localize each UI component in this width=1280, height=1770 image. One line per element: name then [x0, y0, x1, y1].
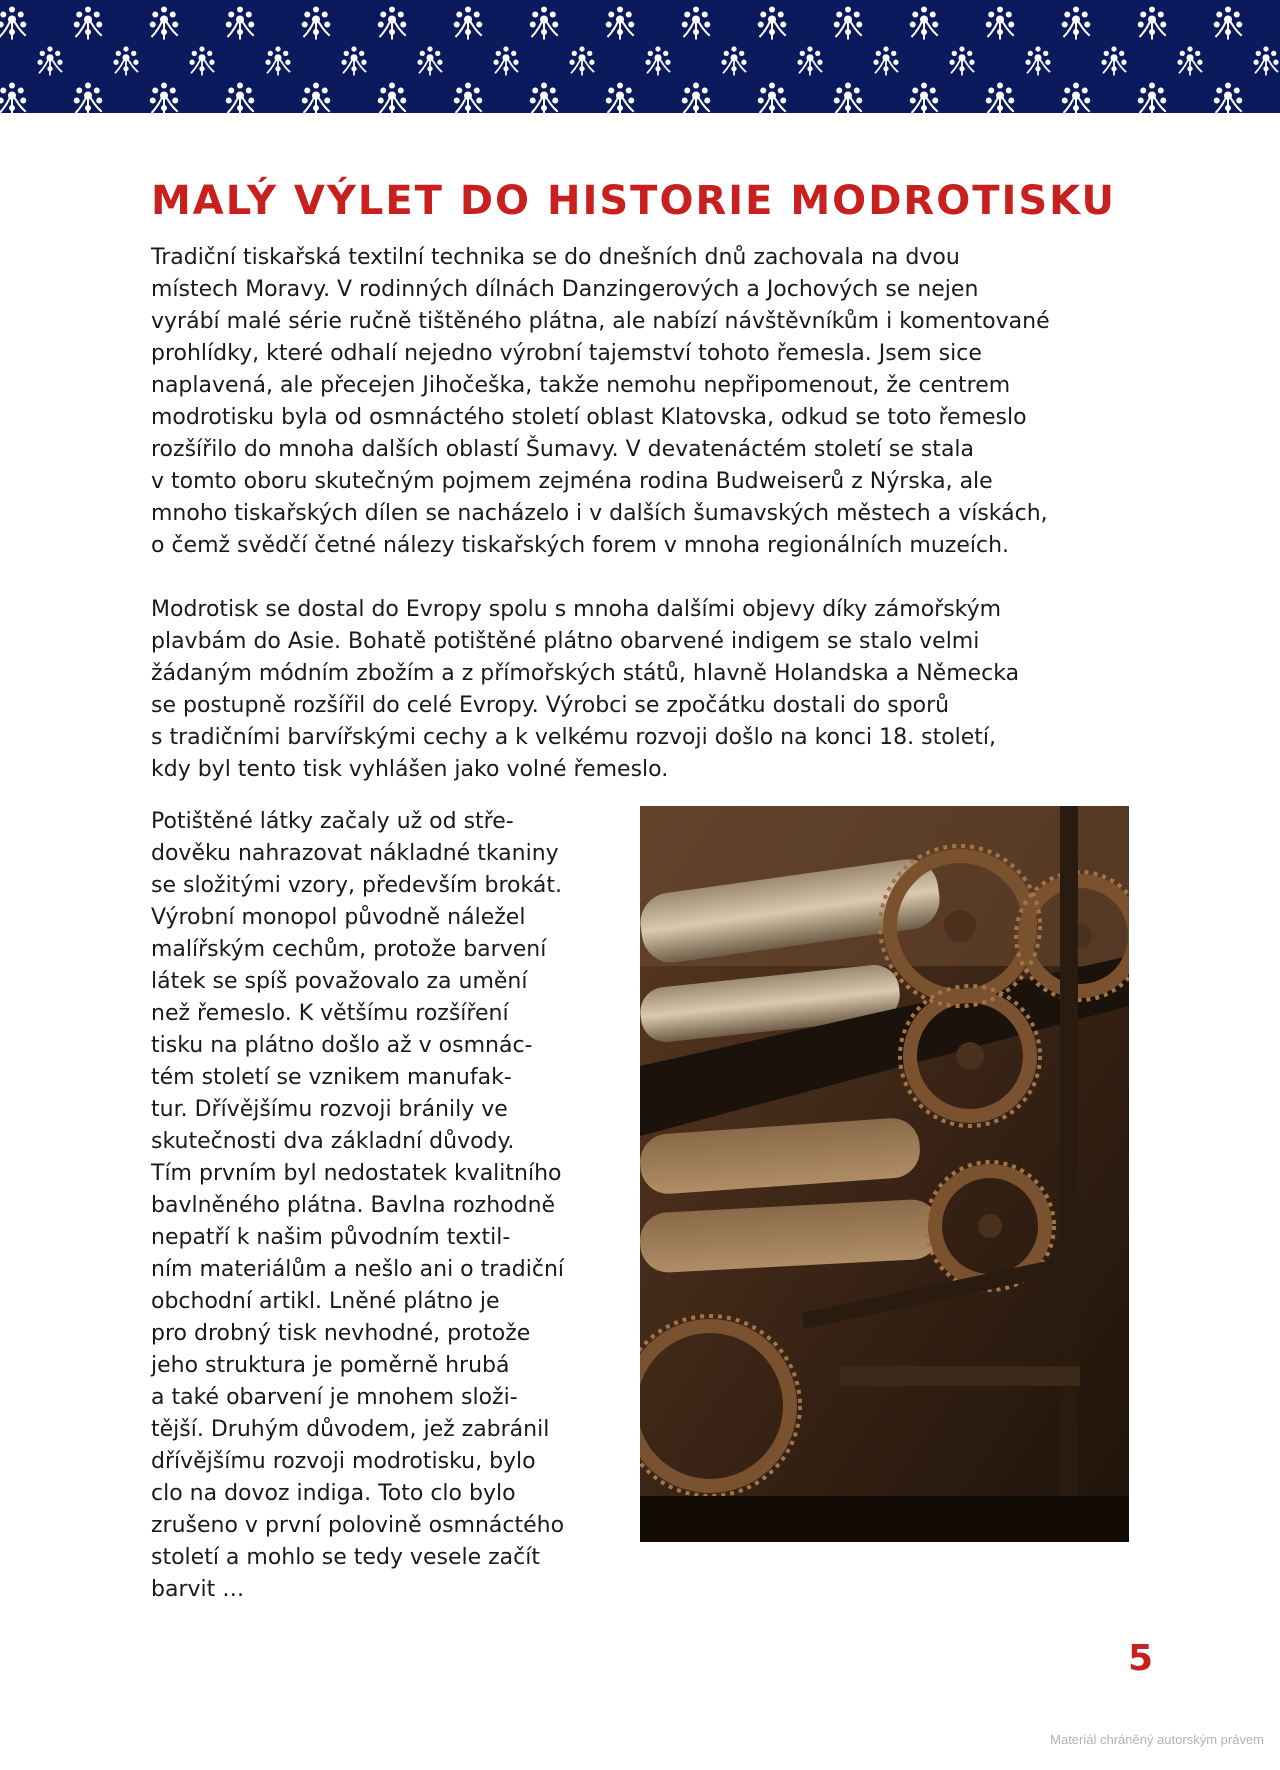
flower-motif-icon	[378, 7, 407, 40]
flower-motif-icon	[949, 46, 974, 75]
flower-motif-icon	[758, 83, 787, 114]
copyright-watermark: Materiál chráněný autorským právem	[1050, 1732, 1264, 1747]
flower-motif-icon	[910, 83, 939, 114]
flower-motif-icon	[417, 46, 442, 75]
flower-motif-icon	[1214, 83, 1243, 114]
flower-motif-icon	[569, 46, 594, 75]
flower-motif-icon	[758, 7, 787, 40]
flower-motif-icon	[797, 46, 822, 75]
flower-motif-icon	[302, 83, 331, 114]
paragraph-2: Modrotisk se dostal do Evropy spolu s mnoha dalšími objevy díky zámořským plavbám do Asie. Bohatě potištěné plátno obarvené indigem se stalo velmi žádaným módním zbožím a z přímořských států, hlavně Holandska a Německa se postupně rozšířil do celé Evropy. Výrobci se zpočátku dostali do sporů s tradičními barvířskými cechy a k velkému rozvoji došlo na konci 18. století, kdy byl tento tisk vyhlášen jako volné řemeslo.	[151, 597, 1020, 782]
flower-motif-icon	[226, 83, 255, 114]
flower-motif-icon	[454, 7, 483, 40]
flower-motif-icon	[341, 46, 366, 75]
flower-motif-icon	[834, 83, 863, 114]
flower-motif-icon	[834, 7, 863, 40]
flower-motif-icon	[302, 7, 331, 40]
paragraph-1: Tradiční tiskařská textilní technika se do dnešních dnů zachovala na dvou místech Moravy. V rodinných dílnách Danzingerových a Jochových se nejen vyrábí malé série ručně tištěného plátna, ale nabízí návštěvníkům i komentované prohlídky, které odhalí nejedno výrobní tajemství tohoto řemesla. Jsem sice naplavená, ale přecejen Jihočeška, takže nemohu nepřipomenout, že centrem modrotisku byla od osmnáctého století oblast Klatovska, odkud se toto řemeslo rozšířilo do mnoha dalších oblastí Šumavy. V devatenáctém století se stala v tomto oboru skutečným pojmem zejména rodina Budweiserů z Nýrska, ale mnoho tiskařských dílen se nacházelo i v dalších šumavských městech a vískách, o čemž svědčí četné nálezy tiskařských forem v mnoha regionálních muzeích.	[151, 245, 1050, 558]
flower-motif-icon	[150, 83, 179, 114]
flower-motif-icon	[113, 46, 138, 75]
flower-motif-icon	[1253, 46, 1278, 75]
page-number: 5	[1128, 1638, 1154, 1679]
flower-motif-icon	[1138, 83, 1167, 114]
flower-motif-icon	[1101, 46, 1126, 75]
printing-machine-photo	[640, 806, 1129, 1542]
flower-motif-icon	[1062, 7, 1091, 40]
paragraph-3: Potištěné látky začaly už od stře- dověku nahrazovat nákladné tkaniny se složitými vzory, především brokát. Výrobní monopol původně náležel malířským cechům, protože barvení látek se spíš považovalo za umění než řemeslo. K většímu rozšíření tisku na plátno došlo až v osmnác- tém století se vznikem manufak- tur. Dřívějšímu rozvoji bránily ve skutečnosti dva základní důvody. Tím prvním byl nedostatek kvalitního bavlněného plátna. Bavlna rozhodně nepatří k našim původním textil- ním materiálům a nešlo ani o tradiční obchodní artikl. Lněné plátno je pro drobný tisk nevhodné, protože jeho struktura je poměrně hrubá a také obarvení je mnohem složi- tější. Druhým důvodem, jež zabránil dřívějšímu rozvoji modrotisku, bylo clo na dovoz indiga. Toto clo bylo zrušeno v první polovině osmnáctého století a mohlo se tedy vesele začít barvit …	[151, 809, 565, 1602]
flower-motif-icon	[1214, 7, 1243, 40]
flower-motif-icon	[378, 83, 407, 114]
flower-motif-icon	[454, 83, 483, 114]
flower-motif-icon	[189, 46, 214, 75]
flower-motif-icon	[37, 46, 62, 75]
flower-motif-icon	[1138, 7, 1167, 40]
flower-motif-icon	[986, 83, 1015, 114]
flower-motif-icon	[74, 83, 103, 114]
flower-motif-icon	[265, 46, 290, 75]
flower-motif-icon	[1025, 46, 1050, 75]
flower-motif-icon	[150, 7, 179, 40]
flower-motif-icon	[0, 83, 26, 114]
flower-motif-icon	[721, 46, 746, 75]
flower-motif-icon	[606, 83, 635, 114]
flower-motif-icon	[226, 7, 255, 40]
flower-motif-icon	[1177, 46, 1202, 75]
flower-motif-icon	[645, 46, 670, 75]
page-title: MALÝ VÝLET DO HISTORIE MODROTISKU	[151, 178, 1116, 224]
floral-pattern	[0, 0, 1280, 113]
flower-motif-icon	[682, 83, 711, 114]
flower-motif-icon	[873, 46, 898, 75]
flower-motif-icon	[530, 7, 559, 40]
flower-motif-icon	[0, 7, 26, 40]
flower-motif-icon	[74, 7, 103, 40]
flower-motif-icon	[606, 7, 635, 40]
flower-motif-icon	[986, 7, 1015, 40]
decorative-banner	[0, 0, 1280, 113]
flower-motif-icon	[910, 7, 939, 40]
flower-motif-icon	[1062, 83, 1091, 114]
flower-motif-icon	[682, 7, 711, 40]
flower-motif-icon	[493, 46, 518, 75]
flower-motif-icon	[530, 83, 559, 114]
